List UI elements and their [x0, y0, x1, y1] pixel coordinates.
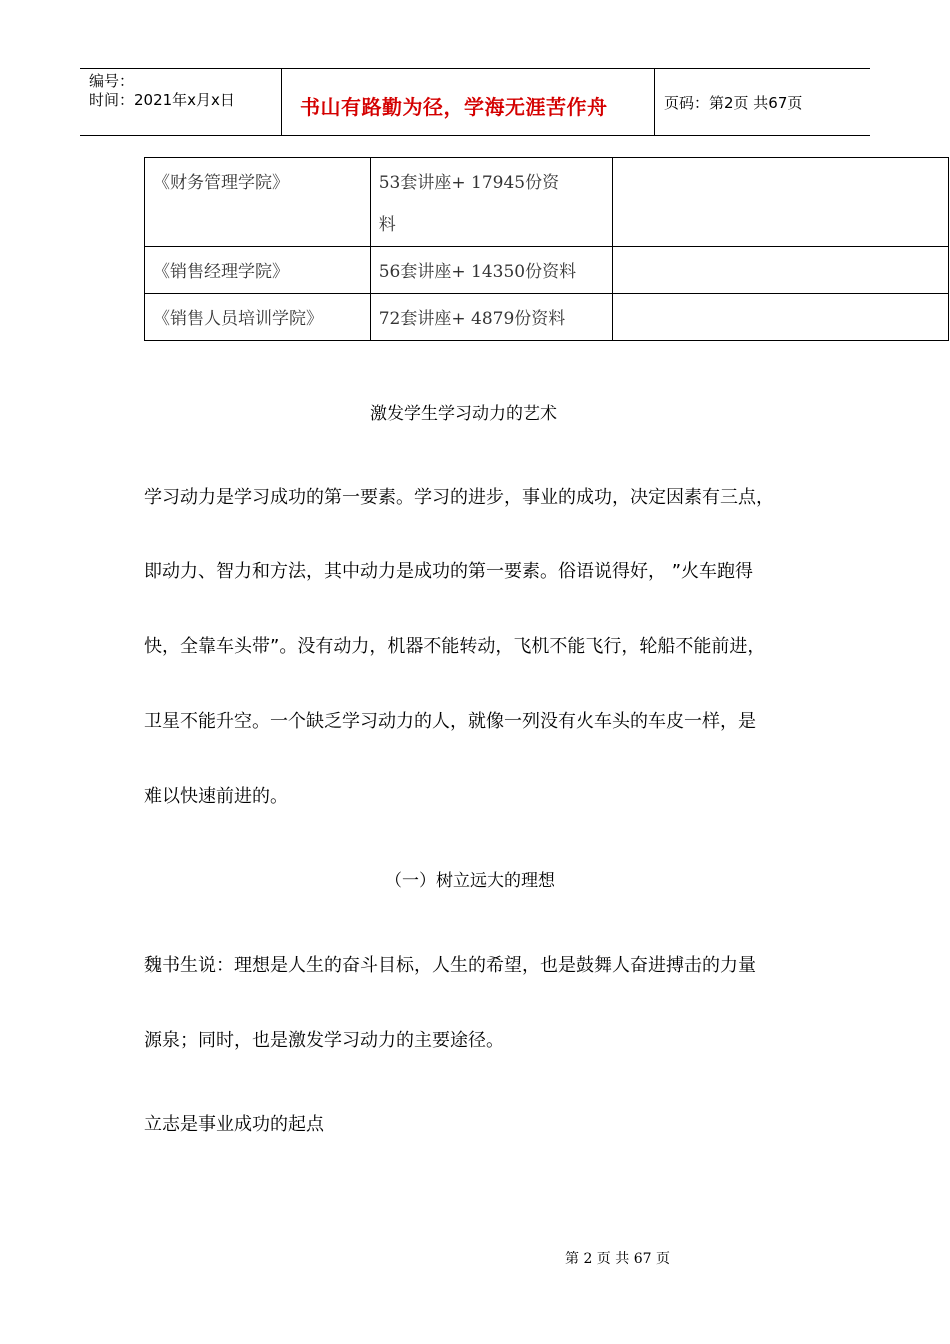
intro-line: 难以快速前进的。 [144, 786, 288, 807]
footer-page-number: 第 2 页 共 67 页 [565, 1251, 670, 1267]
subheading: 立志是事业成功的起点 [144, 1114, 324, 1135]
header-page-info: 页码：第2页 共67页 [664, 94, 803, 112]
intro-line: 卫星不能升空。一个缺乏学习动力的人，就像一列没有火车头的车皮一样，是 [144, 711, 756, 732]
article-title: 激发学生学习动力的艺术 [370, 404, 557, 424]
table-row [145, 158, 949, 247]
intro-line: 学习动力是学习成功的第一要素。学习的进步，事业的成功，决定因素有三点， [144, 487, 774, 508]
resource-table [144, 157, 949, 341]
intro-line: 即动力、智力和方法，其中动力是成功的第一要素。俗语说得好， ”火车跑得 [144, 561, 754, 582]
table-cell-desc: 72套讲座+ 4879份资料 [370, 294, 613, 341]
header-motto: 书山有路勤为径，学海无涯苦作舟 [300, 95, 608, 119]
table-cell-extra [613, 158, 949, 247]
header-time-label: 时间：2021年x月x日 [89, 91, 235, 109]
table-cell-name: 《财务管理学院》 [145, 158, 371, 247]
table-row [145, 294, 949, 341]
header-bottom-rule [80, 135, 870, 136]
table-cell-name: 《销售经理学院》 [145, 247, 371, 294]
table-row [145, 247, 949, 294]
table-cell-desc: 56套讲座+ 14350份资料 [370, 247, 613, 294]
header-divider-right [654, 68, 655, 136]
table-cell-desc [370, 158, 613, 247]
section-title: （一）树立远大的理想 [385, 871, 555, 891]
section-line: 源泉；同时，也是激发学习动力的主要途径。 [144, 1030, 504, 1051]
section-line: 魏书生说：理想是人生的奋斗目标，人生的希望，也是鼓舞人奋进搏击的力量 [144, 955, 756, 976]
table-cell-desc-line: 53套讲座+ 17945份资 [378, 173, 560, 193]
table-cell-extra [613, 294, 949, 341]
header-number-label: 编号： [89, 72, 135, 90]
table-cell-desc-line: 料 [378, 215, 396, 235]
table-cell-name: 《销售人员培训学院》 [145, 294, 371, 341]
intro-line: 快，全靠车头带”。没有动力，机器不能转动，飞机不能飞行，轮船不能前进， [144, 636, 766, 657]
table-cell-extra [613, 247, 949, 294]
header-divider-left [281, 68, 282, 136]
header-top-rule [80, 68, 870, 69]
